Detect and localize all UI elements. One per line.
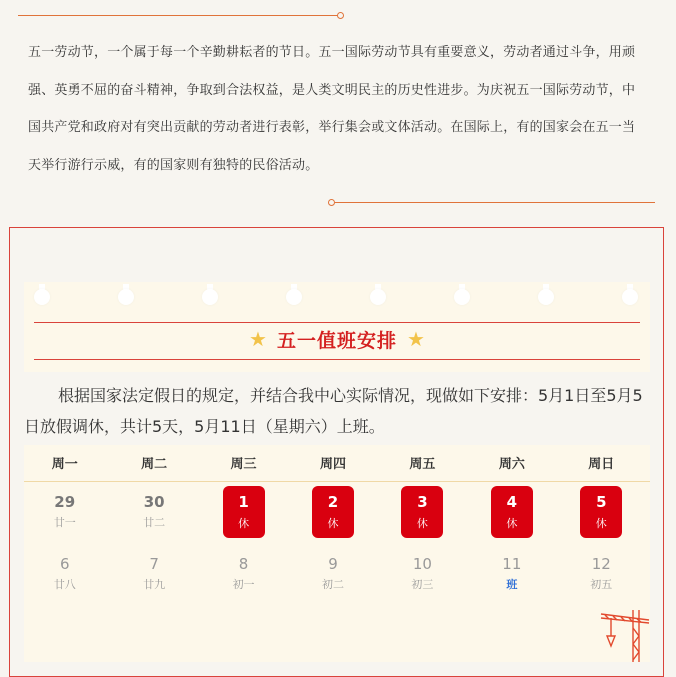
lunar-date: 初一 — [232, 578, 255, 591]
holiday-badge — [401, 486, 443, 538]
schedule-notice: 根据国家法定假日的规定，并结合我中心实际情况，现做如下安排：5月1日至5月5日放假调休，共计5天，5月11日（星期六）上班。 — [24, 386, 643, 436]
title-board — [24, 282, 650, 372]
day-number: 10 — [412, 555, 432, 573]
holiday-day — [557, 483, 646, 541]
calendar-week-2 — [24, 549, 650, 599]
holiday-day — [288, 483, 377, 541]
light-bulb-icon — [201, 284, 219, 306]
calendar-day — [199, 549, 288, 599]
weekday-label: 周一 — [51, 457, 78, 472]
weekday-header — [24, 453, 650, 473]
title-row — [24, 324, 650, 354]
rest-label: 休 — [506, 516, 518, 530]
star-icon: ★ — [249, 327, 267, 351]
calendar-day — [288, 549, 377, 599]
day-number: 9 — [328, 555, 338, 573]
day-number: 6 — [59, 555, 70, 573]
weekday-label: 周四 — [319, 457, 346, 472]
holiday-badge — [580, 486, 622, 538]
calendar-day — [109, 483, 198, 541]
top-divider-dot — [337, 12, 344, 19]
lunar-date: 廿八 — [53, 578, 76, 591]
holiday-day — [467, 483, 556, 541]
light-bulb-icon — [285, 284, 303, 306]
lunar-date: 廿九 — [143, 578, 166, 591]
weekday-label: 周五 — [409, 457, 436, 472]
schedule-title: 五一值班安排 — [276, 329, 397, 352]
rest-label: 休 — [595, 516, 607, 530]
intro-paragraph: 五一劳动节，一个属于每一个辛勤耕耘者的节日。五一国际劳动节具有重要意义，劳动者通过斗争，用顽强、英勇不屈的奋斗精神，争取到合法权益，是人类文明民主的历史性进步。为庆祝五一国际劳动节，中国共产党和政府对有突出贡献的劳动者进行表彰，举行集会或文体活动。在国际上，有的国家会在五一当天举行游行示威，有的国家则有独特的民俗活动。 — [28, 45, 636, 173]
top-divider-line — [18, 15, 340, 16]
day-number: 11 — [502, 555, 522, 573]
light-bulb-icon — [369, 284, 387, 306]
holiday-calendar — [24, 445, 650, 662]
weekday-label: 周六 — [498, 457, 525, 472]
weekday-label: 周日 — [588, 457, 615, 472]
holiday-badge — [223, 486, 265, 538]
day-number: 5 — [596, 492, 607, 511]
title-bottom-rule — [34, 359, 640, 360]
calendar-day — [109, 549, 198, 599]
light-bulb-icon — [621, 284, 639, 306]
header-divider — [24, 481, 650, 482]
lunar-date: 廿二 — [143, 516, 166, 529]
calendar-day — [20, 549, 109, 599]
day-number: 2 — [327, 492, 339, 511]
star-icon: ★ — [407, 327, 425, 351]
day-number: 12 — [591, 555, 611, 573]
lunar-date: 廿一 — [53, 516, 76, 529]
lunar-date: 初二 — [321, 578, 344, 591]
rest-label: 休 — [416, 516, 428, 530]
calendar-day — [20, 483, 109, 541]
lunar-date: 初五 — [590, 578, 613, 591]
bottom-divider-line — [335, 202, 655, 203]
calendar-week-1 — [24, 483, 650, 541]
weekday-label: 周三 — [230, 457, 257, 472]
day-number: 3 — [417, 492, 428, 511]
workday-day — [467, 549, 556, 599]
weekday-label: 周二 — [141, 457, 168, 472]
light-bulb-icon — [33, 284, 51, 306]
rest-label: 休 — [327, 516, 339, 530]
holiday-badge — [491, 486, 533, 538]
light-bulb-icon — [537, 284, 555, 306]
work-label: 班 — [506, 578, 518, 591]
holiday-day — [378, 483, 467, 541]
day-number: 4 — [506, 492, 518, 511]
lunar-date: 初三 — [411, 578, 434, 591]
calendar-day — [557, 549, 646, 599]
day-number: 30 — [143, 493, 165, 511]
day-number: 8 — [238, 555, 249, 573]
day-number: 29 — [54, 493, 76, 511]
bottom-divider-dot — [328, 199, 335, 206]
calendar-day — [378, 549, 467, 599]
light-bulb-icon — [117, 284, 135, 306]
day-number: 1 — [238, 492, 249, 511]
rest-label: 休 — [238, 516, 250, 530]
holiday-day — [199, 483, 288, 541]
title-top-rule — [34, 322, 640, 323]
day-number: 7 — [149, 555, 159, 573]
light-bulb-icon — [453, 284, 471, 306]
holiday-badge — [312, 486, 354, 538]
crane-icon — [597, 606, 652, 662]
